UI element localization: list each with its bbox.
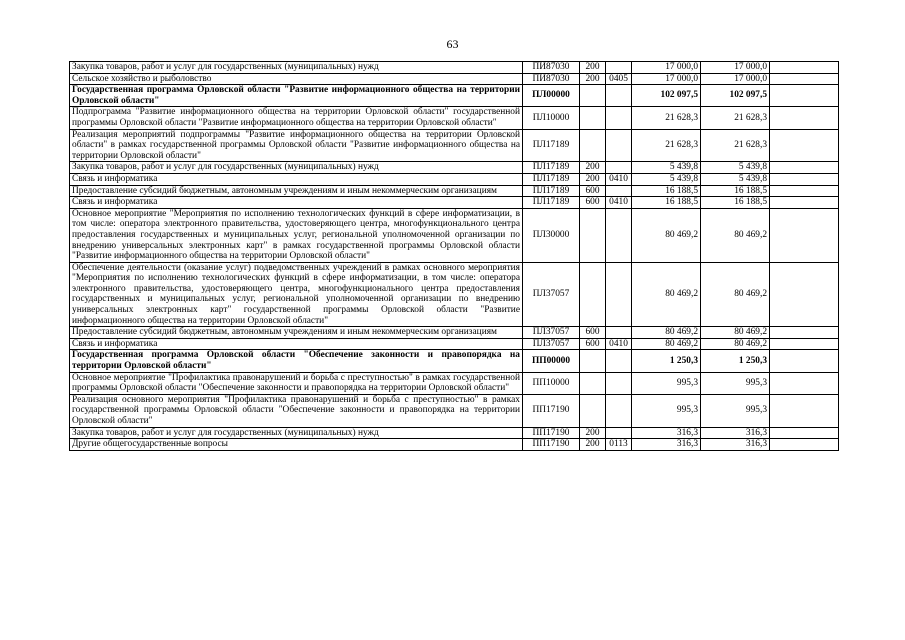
row-empty-cell (770, 327, 839, 339)
row-expense-type-code: 600 (580, 185, 606, 197)
row-amount-1: 17 000,0 (632, 73, 701, 85)
row-name: Реализация мероприятий подпрограммы "Развитие информационного общества на территории Орловской области" в рамках государственной программы Орловской области "Развитие информационного общества на территории Орловской области" (70, 129, 523, 162)
table-row (70, 197, 839, 209)
table-row (70, 338, 839, 350)
row-amount-1: 16 188,5 (632, 197, 701, 209)
row-amount-2: 16 188,5 (701, 185, 770, 197)
row-amount-1: 1 250,3 (632, 350, 701, 372)
row-amount-2: 80 469,2 (701, 208, 770, 262)
table-row (70, 62, 839, 74)
table-row (70, 173, 839, 185)
row-amount-1: 80 469,2 (632, 262, 701, 327)
table-row (70, 262, 839, 327)
row-name: Закупка товаров, работ и услуг для государственных (муниципальных) нужд (70, 427, 523, 439)
row-section-code (606, 62, 632, 74)
row-target-article-code: ПП17190 (523, 427, 580, 439)
row-empty-cell (770, 62, 839, 74)
row-target-article-code: ПП17190 (523, 439, 580, 451)
row-amount-2: 17 000,0 (701, 73, 770, 85)
row-expense-type-code: 200 (580, 62, 606, 74)
row-name: Основное мероприятие "Профилактика правонарушений и борьба с преступностью" в рамках государственной программы Орловской области "Обеспечение законности и правопорядка на территории Орловской области" (70, 372, 523, 394)
row-amount-1: 21 628,3 (632, 129, 701, 162)
row-target-article-code: ПП17190 (523, 394, 580, 427)
row-expense-type-code: 600 (580, 197, 606, 209)
row-section-code (606, 129, 632, 162)
row-amount-2: 21 628,3 (701, 107, 770, 129)
row-target-article-code: ПИ87030 (523, 62, 580, 74)
row-section-code (606, 85, 632, 107)
row-empty-cell (770, 427, 839, 439)
row-amount-1: 316,3 (632, 427, 701, 439)
row-section-code: 0113 (606, 439, 632, 451)
row-amount-2: 80 469,2 (701, 327, 770, 339)
row-empty-cell (770, 338, 839, 350)
row-name: Подпрограмма "Развитие информационного общества на территории Орловской области" государственной программы Орловской области "Развитие информационного общества на территории Орловской области" (70, 107, 523, 129)
row-empty-cell (770, 262, 839, 327)
row-section-code: 0410 (606, 197, 632, 209)
table-row (70, 427, 839, 439)
row-amount-1: 102 097,5 (632, 85, 701, 107)
row-amount-1: 16 188,5 (632, 185, 701, 197)
row-target-article-code: ПЛ37057 (523, 338, 580, 350)
row-expense-type-code: 200 (580, 427, 606, 439)
page-number: 63 (446, 37, 459, 51)
row-empty-cell (770, 129, 839, 162)
row-amount-1: 80 469,2 (632, 338, 701, 350)
row-section-code (606, 394, 632, 427)
row-target-article-code: ПЛ10000 (523, 107, 580, 129)
row-target-article-code: ПЛ17189 (523, 173, 580, 185)
row-amount-2: 316,3 (701, 439, 770, 451)
table-row (70, 85, 839, 107)
row-section-code (606, 162, 632, 174)
row-amount-2: 5 439,8 (701, 173, 770, 185)
row-amount-1: 80 469,2 (632, 327, 701, 339)
row-section-code (606, 327, 632, 339)
row-amount-2: 995,3 (701, 394, 770, 427)
row-section-code (606, 262, 632, 327)
row-section-code: 0405 (606, 73, 632, 85)
row-section-code (606, 107, 632, 129)
row-target-article-code: ПИ87030 (523, 73, 580, 85)
row-name: Закупка товаров, работ и услуг для государственных (муниципальных) нужд (70, 162, 523, 174)
row-expense-type-code: 200 (580, 173, 606, 185)
row-expense-type-code: 600 (580, 338, 606, 350)
row-section-code (606, 427, 632, 439)
row-name: Связь и информатика (70, 197, 523, 209)
row-amount-1: 995,3 (632, 394, 701, 427)
row-name: Предоставление субсидий бюджетным, автономным учреждениям и иным некоммерческим организациям (70, 327, 523, 339)
row-name: Основное мероприятие "Мероприятия по исполнению технологических функций в сфере информатизации, в том числе: оператора электронного правительства, удостоверяющего центра, многофункционального центра предоставления государственных и муниципальных услуг, региональной уполномоченной организации по внедрению универсальных электронных карт" в рамках государственной программы Орловской области "Развитие информационного общества на территории Орловской области" (70, 208, 523, 262)
row-name: Другие общегосударственные вопросы (70, 439, 523, 451)
row-target-article-code: ПЛ17189 (523, 197, 580, 209)
budget-table-body (70, 62, 839, 451)
table-row (70, 350, 839, 372)
row-amount-2: 995,3 (701, 372, 770, 394)
row-amount-2: 5 439,8 (701, 162, 770, 174)
row-amount-1: 5 439,8 (632, 162, 701, 174)
row-target-article-code: ПП10000 (523, 372, 580, 394)
row-target-article-code: ПЛ37057 (523, 327, 580, 339)
table-row (70, 162, 839, 174)
row-amount-2: 102 097,5 (701, 85, 770, 107)
row-expense-type-code (580, 107, 606, 129)
row-name: Сельское хозяйство и рыболовство (70, 73, 523, 85)
row-expense-type-code (580, 394, 606, 427)
table-row (70, 372, 839, 394)
row-target-article-code: ПЛ00000 (523, 85, 580, 107)
row-name: Связь и информатика (70, 338, 523, 350)
row-name: Государственная программа Орловской области "Обеспечение законности и правопорядка на территории Орловской области" (70, 350, 523, 372)
row-name: Обеспечение деятельности (оказание услуг) подведомственных учреждений в рамках основного мероприятия "Мероприятия по исполнению технологических функций в сфере информатизации, в том числе: оператора электронного правительства, удостоверяющего центра, многофункционального центра предоставления государственных и муниципальных услуг, региональной уполномоченной организации по внедрению универсальных электронных карт" государственной программы Орловской области "Развитие информационного общества на территории Орловской области" (70, 262, 523, 327)
row-amount-1: 995,3 (632, 372, 701, 394)
table-row (70, 394, 839, 427)
table-row (70, 439, 839, 451)
row-expense-type-code: 200 (580, 162, 606, 174)
table-row (70, 129, 839, 162)
row-name: Связь и информатика (70, 173, 523, 185)
row-target-article-code: ПП00000 (523, 350, 580, 372)
row-section-code: 0410 (606, 338, 632, 350)
row-target-article-code: ПЛ37057 (523, 262, 580, 327)
row-expense-type-code: 200 (580, 73, 606, 85)
row-empty-cell (770, 107, 839, 129)
table-row (70, 208, 839, 262)
row-amount-2: 80 469,2 (701, 338, 770, 350)
row-amount-2: 1 250,3 (701, 350, 770, 372)
row-name: Реализация основного мероприятия "Профилактика правонарушений и борьба с преступностью" в рамках государственной программы Орловской области "Обеспечение законности и правопорядка на территории Орловской области" (70, 394, 523, 427)
row-amount-2: 16 188,5 (701, 197, 770, 209)
row-target-article-code: ПЛ17189 (523, 162, 580, 174)
row-empty-cell (770, 394, 839, 427)
row-amount-2: 17 000,0 (701, 62, 770, 74)
row-expense-type-code (580, 262, 606, 327)
row-empty-cell (770, 162, 839, 174)
budget-table (69, 61, 839, 451)
row-name: Закупка товаров, работ и услуг для государственных (муниципальных) нужд (70, 62, 523, 74)
row-empty-cell (770, 439, 839, 451)
table-row (70, 327, 839, 339)
row-target-article-code: ПЛ17189 (523, 185, 580, 197)
row-amount-2: 80 469,2 (701, 262, 770, 327)
row-expense-type-code (580, 85, 606, 107)
row-expense-type-code (580, 350, 606, 372)
row-empty-cell (770, 173, 839, 185)
row-section-code: 0410 (606, 173, 632, 185)
row-amount-1: 80 469,2 (632, 208, 701, 262)
row-empty-cell (770, 197, 839, 209)
row-amount-2: 316,3 (701, 427, 770, 439)
row-expense-type-code: 200 (580, 439, 606, 451)
row-section-code (606, 208, 632, 262)
row-amount-2: 21 628,3 (701, 129, 770, 162)
row-amount-1: 17 000,0 (632, 62, 701, 74)
table-row (70, 185, 839, 197)
row-section-code (606, 350, 632, 372)
row-section-code (606, 372, 632, 394)
row-empty-cell (770, 73, 839, 85)
row-section-code (606, 185, 632, 197)
row-name: Государственная программа Орловской области "Развитие информационного общества на территории Орловской области" (70, 85, 523, 107)
row-expense-type-code: 600 (580, 327, 606, 339)
row-expense-type-code (580, 372, 606, 394)
row-empty-cell (770, 350, 839, 372)
row-amount-1: 21 628,3 (632, 107, 701, 129)
row-target-article-code: ПЛ17189 (523, 129, 580, 162)
row-target-article-code: ПЛ30000 (523, 208, 580, 262)
table-row (70, 73, 839, 85)
row-amount-1: 5 439,8 (632, 173, 701, 185)
row-empty-cell (770, 372, 839, 394)
row-empty-cell (770, 185, 839, 197)
table-row (70, 107, 839, 129)
row-name: Предоставление субсидий бюджетным, автономным учреждениям и иным некоммерческим организациям (70, 185, 523, 197)
row-amount-1: 316,3 (632, 439, 701, 451)
row-expense-type-code (580, 208, 606, 262)
row-expense-type-code (580, 129, 606, 162)
row-empty-cell (770, 208, 839, 262)
row-empty-cell (770, 85, 839, 107)
